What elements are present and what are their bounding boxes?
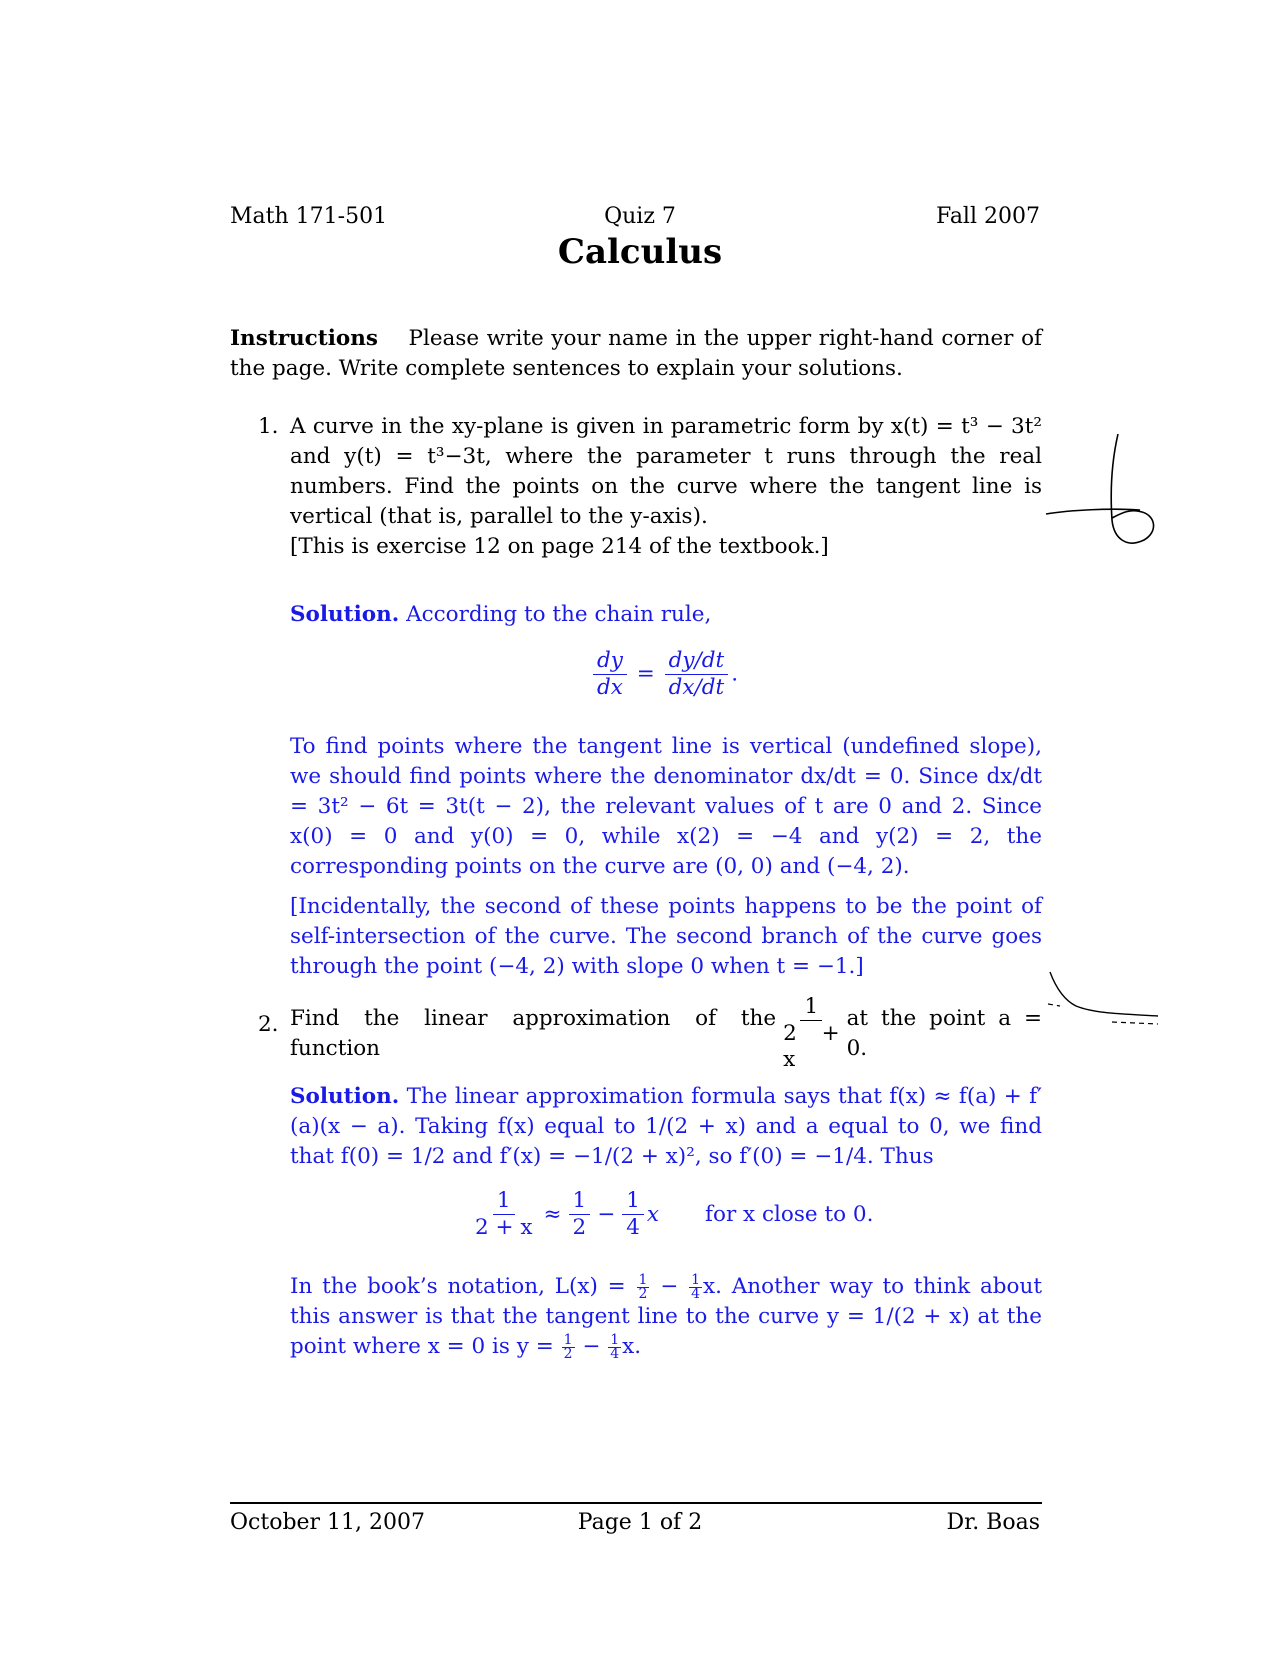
problem-1-incidental-note: [Incidentally, the second of these points happens to be the point of self-intersection of the curve. The second branch of the curve goes through the point (−4, 2) with slope 0 when t = −1.] [290, 894, 1042, 979]
course-number: Math 171-501 [230, 204, 388, 229]
approximation-condition: for x close to 0. [705, 1202, 874, 1227]
page-title: Calculus [557, 232, 723, 272]
problem-1-reference: [This is exercise 12 on page 214 of the textbook.] [290, 534, 829, 559]
problem-2-number: 2. [258, 1012, 279, 1037]
quarter-fraction: $\frac{1}{4}$ [622, 1188, 644, 1241]
problem-2-question-before: Find the linear approximation of the function [290, 1005, 777, 1061]
footer-rule [230, 1502, 1042, 1504]
footer-page-number: Page 1 of 2 [577, 1510, 703, 1535]
dy-dx-fraction: $\frac{dy}{dx}$ [593, 648, 627, 701]
problem-1-solution-intro [290, 600, 1042, 630]
footer-author: Dr. Boas [946, 1510, 1040, 1535]
instructions-text: Please write your name in the upper right-hand corner of the page. Write complete sentences to explain your solutions. [230, 326, 1042, 381]
problem-1-solution-label: Solution. [290, 602, 400, 627]
instructions [230, 324, 1042, 384]
problem-2-solution-label: Solution. [290, 1084, 400, 1109]
handwritten-score-six [1040, 430, 1180, 560]
problem-2-solution [290, 1082, 1042, 1172]
chain-rule-equation: $\frac{dy}{dx}$ = $\frac{dy/dt}{dx/dt}$ . [590, 648, 738, 701]
linear-approximation-display: $\frac{1}{2 + x}$ ≈ $\frac{1}{2}$ − $\frac{1}{4}$ x for x close to 0. [468, 1188, 873, 1241]
problem-2-question-after: at the point a = 0. [846, 1005, 1042, 1061]
term-label: Fall 2007 [936, 204, 1040, 229]
problem-1-solution-body: To find points where the tangent line is vertical (undefined slope), we should find points where the denominator dx/dt = 0. Since dx/dt = 3t² − 6t = 3t(t − 2), the relevant values of t are 0 and 2. Since x(0) = 0 and y(0) = 0, while x(2) = −4 and y(2) = 2, the corresponding points on the curve are (0, 0) and (−4, 2). [290, 734, 1042, 879]
problem-1-number: 1. [258, 414, 279, 439]
function-fraction: $\frac{1}{2 + x}$ [783, 994, 840, 1072]
problem-1-question-text: A curve in the xy-plane is given in parametric form by x(t) = t³ − 3t² and y(t) = t³−3t, where the parameter t runs through the real numbers. Find the points on the curve where the tangent line is vertical (that is, parallel to the y-axis). [290, 414, 1042, 529]
footer-date: October 11, 2007 [230, 1510, 426, 1535]
dydt-dxdt-fraction: $\frac{dy/dt}{dx/dt}$ [665, 648, 729, 701]
quiz-label: Quiz 7 [604, 204, 676, 229]
problem-1-question [290, 412, 1042, 562]
problem-2-closing: In the book’s notation, L(x) = $\frac{1}{2}$ − $\frac{1}{4}$ x. Another way to think about this answer is that the tangent line to the curve y = 1/(2 + x) at the point where x = 0 is y = $\frac{1}{2}$ − $\frac{1}{4}$ x. [290, 1271, 1042, 1362]
half-fraction: $\frac{1}{2}$ [569, 1188, 591, 1241]
lhs-fraction: $\frac{1}{2 + x}$ [475, 1188, 533, 1240]
instructions-label: Instructions [230, 326, 378, 351]
problem-2-solution-body: The linear approximation formula says that f(x) ≈ f(a) + f′(a)(x − a). Taking f(x) equal to 1/(2 + x) and a equal to 0, we find that f(0) = 1/2 and f′(x) = −1/(2 + x)², so f′(0) = −1/4. Thus [290, 1084, 1042, 1169]
problem-1-solution-intro-text: According to the chain rule, [406, 602, 712, 627]
problem-2-question [290, 994, 1042, 1073]
handwritten-sketch-curve [1046, 970, 1166, 1030]
